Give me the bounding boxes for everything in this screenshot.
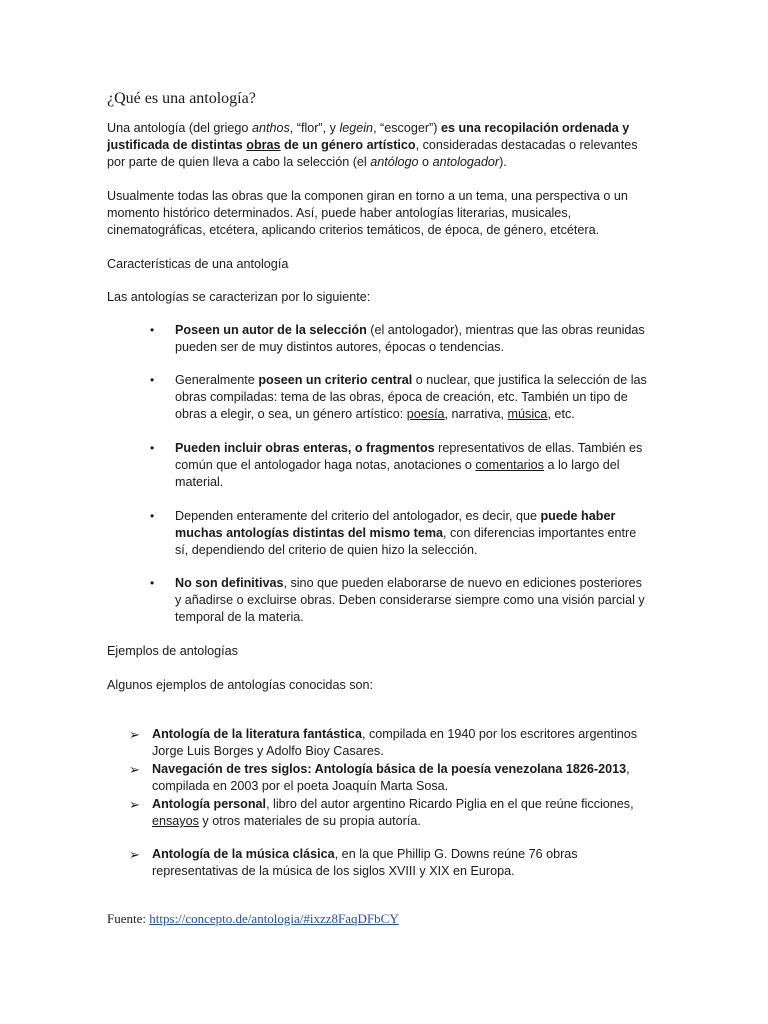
arrow-bullet-icon: ➢ — [129, 727, 140, 742]
ensayos-link[interactable]: ensayos — [152, 814, 199, 828]
bullet-icon: • — [150, 373, 155, 387]
theme-paragraph: Usualmente todas las obras que la componen giran en torno a un tema, una perspectiva o un momento histórico determinados. Así, puede haber antologías literarias, musicales, cinematográficas, etcétera, aplicando criterios temáticos, de época, de género, etcétera. — [107, 189, 628, 237]
comentarios-link[interactable]: comentarios — [475, 458, 544, 472]
arrow-bullet-icon: ➢ — [129, 762, 140, 777]
source-link[interactable]: https://concepto.de/antologia/#ixzz8FaqDFbCY — [149, 911, 399, 926]
bullet-icon: • — [150, 441, 155, 455]
arrow-bullet-icon: ➢ — [129, 797, 140, 812]
page-title: ¿Qué es una antología? — [107, 90, 256, 107]
bullet-icon: • — [150, 323, 155, 337]
bullet-icon: • — [150, 576, 155, 590]
bullet-icon: • — [150, 509, 155, 523]
source-label: Fuente: — [107, 911, 150, 926]
musica-link[interactable]: música — [507, 407, 548, 421]
characteristics-intro: Las antologías se caracterizan por lo siguiente: — [107, 290, 371, 304]
examples-heading: Ejemplos de antologías — [107, 644, 238, 658]
document-page: ¿Qué es una antología? Una antología (del griego anthos, “flor”, y legein, “escoger”) es una recopilación ordenada y justificada de distintas obras de un género artístico, consideradas destacadas o relevantes por parte de quien lleva a cabo la selección (el antólogo o antologador). Usualmente todas las obras que la componen giran en torno a un tema, una perspectiva o un momento histórico determinados. Así, puede haber antologías literarias, musicales, cinematográficas, etcétera, aplicando criterios temáticos, de época, de género, etcétera. Características de una antología Las antologías se caracterizan por lo siguiente: • Poseen un autor de la selección (el antologador), mientras que las obras reunidas pueden ser de muy distintos autores, épocas o tendencias. • Generalmente poseen un criterio central o nuclear, que justifica la selección de las obras compiladas: tema de las obras, época de creación, etc. También un tipo de obras a elegir, o sea, un género artístico: poesía, narrativa, música, etc. • Pueden incluir obras enteras, o fragmentos representativos de ellas. También es común que el antologador haga notas, anotaciones o comentarios a lo largo del material. • Dependen enteramente del criterio del antologador, es decir, que puede haber muchas antologías distintas del mismo tema, con diferencias importantes entre sí, dependiendo del criterio de quien hizo la selección. • No son definitivas, sino que pueden elaborarse de nuevo en ediciones posteriores y añadirse o excluirse obras. Deben considerarse siempre como una visión parcial y temporal de la materia. Ejemplos de antologías Algunos ejemplos de antologías conocidas son: ➢ Antología de la literatura fantástica, compilada en 1940 por los escritores argentinos Jorge Luis Borges y Adolfo Bioy Casares. ➢ Navegación de tres siglos: Antología básica de la poesía venezolana 1826-2013, compilada en 2003 por el poeta Joaquín Marta Sosa. ➢ Antología personal, libro del autor argentino Ricardo Piglia en el que reúne ficciones, ensayos y otros materiales de su propia autoría. ➢ Antología de la música clásica, en la que Phillip G. Downs reúne 76 obras representativas de la música de los siglos XVIII y XIX en Europa. Fuente: https://concepto.de/antologia/#ixzz8FaqDFbCY — [107, 90, 647, 926]
poesia-link[interactable]: poesía — [406, 407, 445, 421]
obras-link[interactable]: obras — [246, 138, 281, 152]
arrow-bullet-icon: ➢ — [129, 847, 140, 862]
source-line — [107, 911, 399, 927]
intro-paragraph: Una antología (del griego anthos, “flor”, y legein, “escoger”) es una recopilación ordenada y justificada de distintas obras de un género artístico, consideradas destacadas o relevantes por parte de quien lleva a cabo la selección (el antólogo o antologador). — [107, 121, 638, 169]
examples-intro: Algunos ejemplos de antologías conocidas son: — [107, 678, 374, 692]
characteristics-heading: Características de una antología — [107, 257, 289, 271]
